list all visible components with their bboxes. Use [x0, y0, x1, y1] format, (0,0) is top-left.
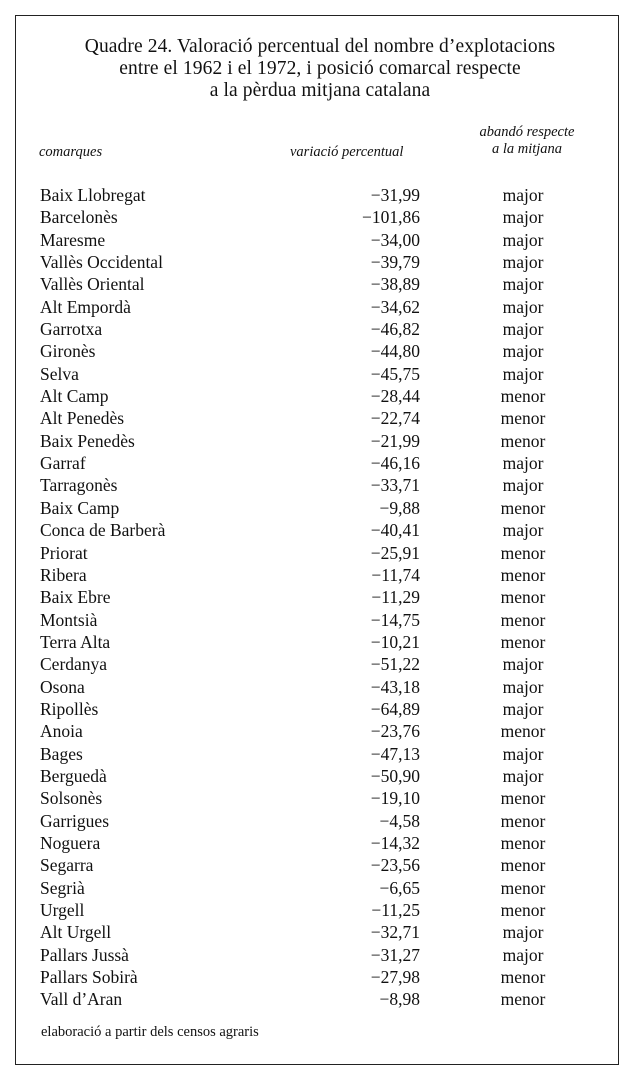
comarca-name: Vallès Occidental: [40, 252, 163, 273]
variation-value: −34,62: [370, 296, 420, 317]
comarca-name: Gironès: [40, 341, 96, 362]
comarca-name: Alt Penedès: [40, 408, 125, 429]
rank-value: major: [502, 698, 544, 719]
comarca-name: Baix Ebre: [40, 587, 111, 608]
comarca-name: Barcelonès: [40, 207, 118, 228]
table-row: [0, 229, 641, 251]
rank-value: major: [502, 252, 544, 273]
table-row: [0, 765, 641, 787]
comarca-name: Cerdanya: [40, 654, 108, 675]
variation-value: −14,75: [370, 609, 420, 630]
table-row: [0, 676, 641, 698]
table-row: [0, 363, 641, 385]
variation-value: −10,21: [370, 631, 420, 652]
comarca-name: Priorat: [40, 542, 88, 563]
rank-value: major: [502, 319, 544, 340]
title-line-1: Quadre 24. Valoració percentual del nombre d’explotacions: [84, 36, 556, 57]
table-row: [0, 653, 641, 675]
rank-value: major: [502, 274, 544, 295]
comarca-name: Garrigues: [40, 810, 110, 831]
table-row: [0, 877, 641, 899]
comarca-name: Bages: [40, 743, 83, 764]
rank-value: menor: [500, 587, 546, 608]
rank-value: menor: [500, 721, 546, 742]
comarca-name: Conca de Barberà: [40, 520, 166, 541]
comarca-name: Alt Camp: [40, 386, 109, 407]
comarca-name: Selva: [40, 363, 79, 384]
comarca-name: Ribera: [40, 564, 87, 585]
variation-value: −32,71: [370, 922, 420, 943]
table-row: [0, 899, 641, 921]
variation-value: −44,80: [370, 341, 420, 362]
comarca-name: Segrià: [40, 877, 85, 898]
table-row: [0, 318, 641, 340]
variation-value: −23,56: [370, 855, 420, 876]
column-header-comarques: comarques: [39, 144, 103, 160]
variation-value: −28,44: [370, 386, 420, 407]
table-row: [0, 407, 641, 429]
comarca-name: Ripollès: [40, 698, 99, 719]
variation-value: −9,88: [379, 497, 420, 518]
rank-value: major: [502, 475, 544, 496]
comarca-name: Baix Camp: [40, 497, 120, 518]
table-row: [0, 832, 641, 854]
variation-value: −31,27: [370, 944, 420, 965]
comarca-name: Alt Urgell: [40, 922, 112, 943]
rank-value: major: [502, 207, 544, 228]
column-header-abando: [462, 124, 592, 158]
variation-value: −14,32: [370, 832, 420, 853]
variation-value: −11,29: [371, 587, 420, 608]
variation-value: −51,22: [370, 654, 420, 675]
comarca-name: Maresme: [40, 229, 106, 250]
rank-value: major: [502, 676, 544, 697]
variation-value: −45,75: [370, 363, 420, 384]
comarca-name: Baix Llobregat: [40, 185, 146, 205]
variation-value: −47,13: [370, 743, 420, 764]
comarca-name: Alt Empordà: [40, 296, 131, 317]
column-header-variacio: variació percentual: [290, 144, 404, 160]
variation-value: −64,89: [370, 698, 420, 719]
comarca-name: Garraf: [40, 453, 86, 474]
rank-value: major: [502, 185, 544, 205]
table-row: [0, 430, 641, 452]
table-title: [20, 36, 620, 102]
rank-value: menor: [500, 631, 546, 652]
table-row: [0, 497, 641, 519]
table-row: [0, 296, 641, 318]
table-row: [0, 921, 641, 943]
table-row: [0, 474, 641, 496]
variation-value: −38,89: [370, 274, 420, 295]
title-line-2: entre el 1962 i el 1972, i posició comarcal respecte: [119, 58, 521, 79]
rank-value: menor: [500, 564, 546, 585]
variation-value: −23,76: [370, 721, 420, 742]
title-line-3: a la pèrdua mitjana catalana: [209, 80, 431, 101]
comarca-name: Tarragonès: [40, 475, 118, 496]
comarca-name: Pallars Sobirà: [40, 967, 138, 988]
comarca-name: Garrotxa: [40, 319, 103, 340]
table-row: [0, 810, 641, 832]
comarca-name: Osona: [40, 676, 85, 697]
rank-value: major: [502, 229, 544, 250]
rank-value: major: [502, 944, 544, 965]
rank-value: major: [502, 922, 544, 943]
rank-value: menor: [500, 989, 546, 1010]
variation-value: −50,90: [370, 765, 420, 786]
rank-value: menor: [500, 810, 546, 831]
comarca-name: Segarra: [40, 855, 94, 876]
table-row: [0, 854, 641, 876]
comarca-name: Pallars Jussà: [40, 944, 129, 965]
rank-value: major: [502, 743, 544, 764]
table-row: [0, 251, 641, 273]
table-body: [0, 184, 641, 1011]
variation-value: −8,98: [379, 989, 420, 1010]
rank-value: menor: [500, 542, 546, 563]
table-row: [0, 988, 641, 1010]
comarca-name: Vallès Oriental: [40, 274, 145, 295]
variation-value: −33,71: [370, 475, 420, 496]
table-row: [0, 631, 641, 653]
variation-value: −25,91: [370, 542, 420, 563]
rank-value: major: [502, 363, 544, 384]
variation-value: −34,00: [370, 229, 420, 250]
table-row: [0, 273, 641, 295]
rank-value: major: [502, 765, 544, 786]
variation-value: −43,18: [370, 676, 420, 697]
table-row: [0, 184, 641, 206]
variation-value: −40,41: [370, 520, 420, 541]
comarca-name: Solsonès: [40, 788, 103, 809]
rank-value: menor: [500, 386, 546, 407]
rank-value: menor: [500, 609, 546, 630]
rank-value: menor: [500, 430, 546, 451]
table-row: [0, 743, 641, 765]
comarca-name: Berguedà: [40, 765, 107, 786]
variation-value: −31,99: [370, 185, 420, 205]
variation-value: −46,16: [370, 453, 420, 474]
column-header-abando-line-2: a la mitjana: [491, 141, 563, 157]
column-header-abando-line-1: abandó respecte: [479, 124, 575, 140]
variation-value: −22,74: [370, 408, 420, 429]
table-row: [0, 698, 641, 720]
table-row: [0, 206, 641, 228]
rank-value: menor: [500, 900, 546, 920]
table-row: [0, 340, 641, 362]
variation-value: −21,99: [370, 430, 420, 451]
variation-value: −101,86: [362, 207, 420, 228]
variation-value: −27,98: [370, 967, 420, 988]
rank-value: menor: [500, 967, 546, 988]
rank-value: major: [502, 341, 544, 362]
variation-value: −19,10: [370, 788, 420, 809]
comarca-name: Urgell: [40, 900, 85, 920]
table-row: [0, 720, 641, 742]
rank-value: major: [502, 654, 544, 675]
table-row: [0, 609, 641, 631]
variation-value: −4,58: [379, 810, 420, 831]
table-row: [0, 519, 641, 541]
variation-value: −46,82: [370, 319, 420, 340]
comarca-name: Montsià: [40, 609, 98, 630]
table-row: [0, 966, 641, 988]
table-row: [0, 944, 641, 966]
rank-value: menor: [500, 877, 546, 898]
rank-value: menor: [500, 788, 546, 809]
rank-value: menor: [500, 408, 546, 429]
table-row: [0, 787, 641, 809]
table-row: [0, 586, 641, 608]
table-source-note: elaboració a partir dels censos agraris: [41, 1024, 259, 1040]
table-row: [0, 452, 641, 474]
comarca-name: Terra Alta: [40, 631, 111, 652]
comarca-name: Noguera: [40, 832, 101, 853]
rank-value: menor: [500, 497, 546, 518]
comarca-name: Baix Penedès: [40, 430, 135, 451]
comarca-name: Vall d’Aran: [40, 989, 123, 1010]
rank-value: major: [502, 520, 544, 541]
table-row: [0, 542, 641, 564]
rank-value: major: [502, 453, 544, 474]
comarca-name: Anoia: [40, 721, 83, 742]
variation-value: −11,25: [371, 900, 420, 920]
table-row: [0, 564, 641, 586]
rank-value: major: [502, 296, 544, 317]
variation-value: −11,74: [371, 564, 420, 585]
rank-value: menor: [500, 855, 546, 876]
variation-value: −6,65: [379, 877, 420, 898]
rank-value: menor: [500, 832, 546, 853]
table-row: [0, 385, 641, 407]
variation-value: −39,79: [370, 252, 420, 273]
